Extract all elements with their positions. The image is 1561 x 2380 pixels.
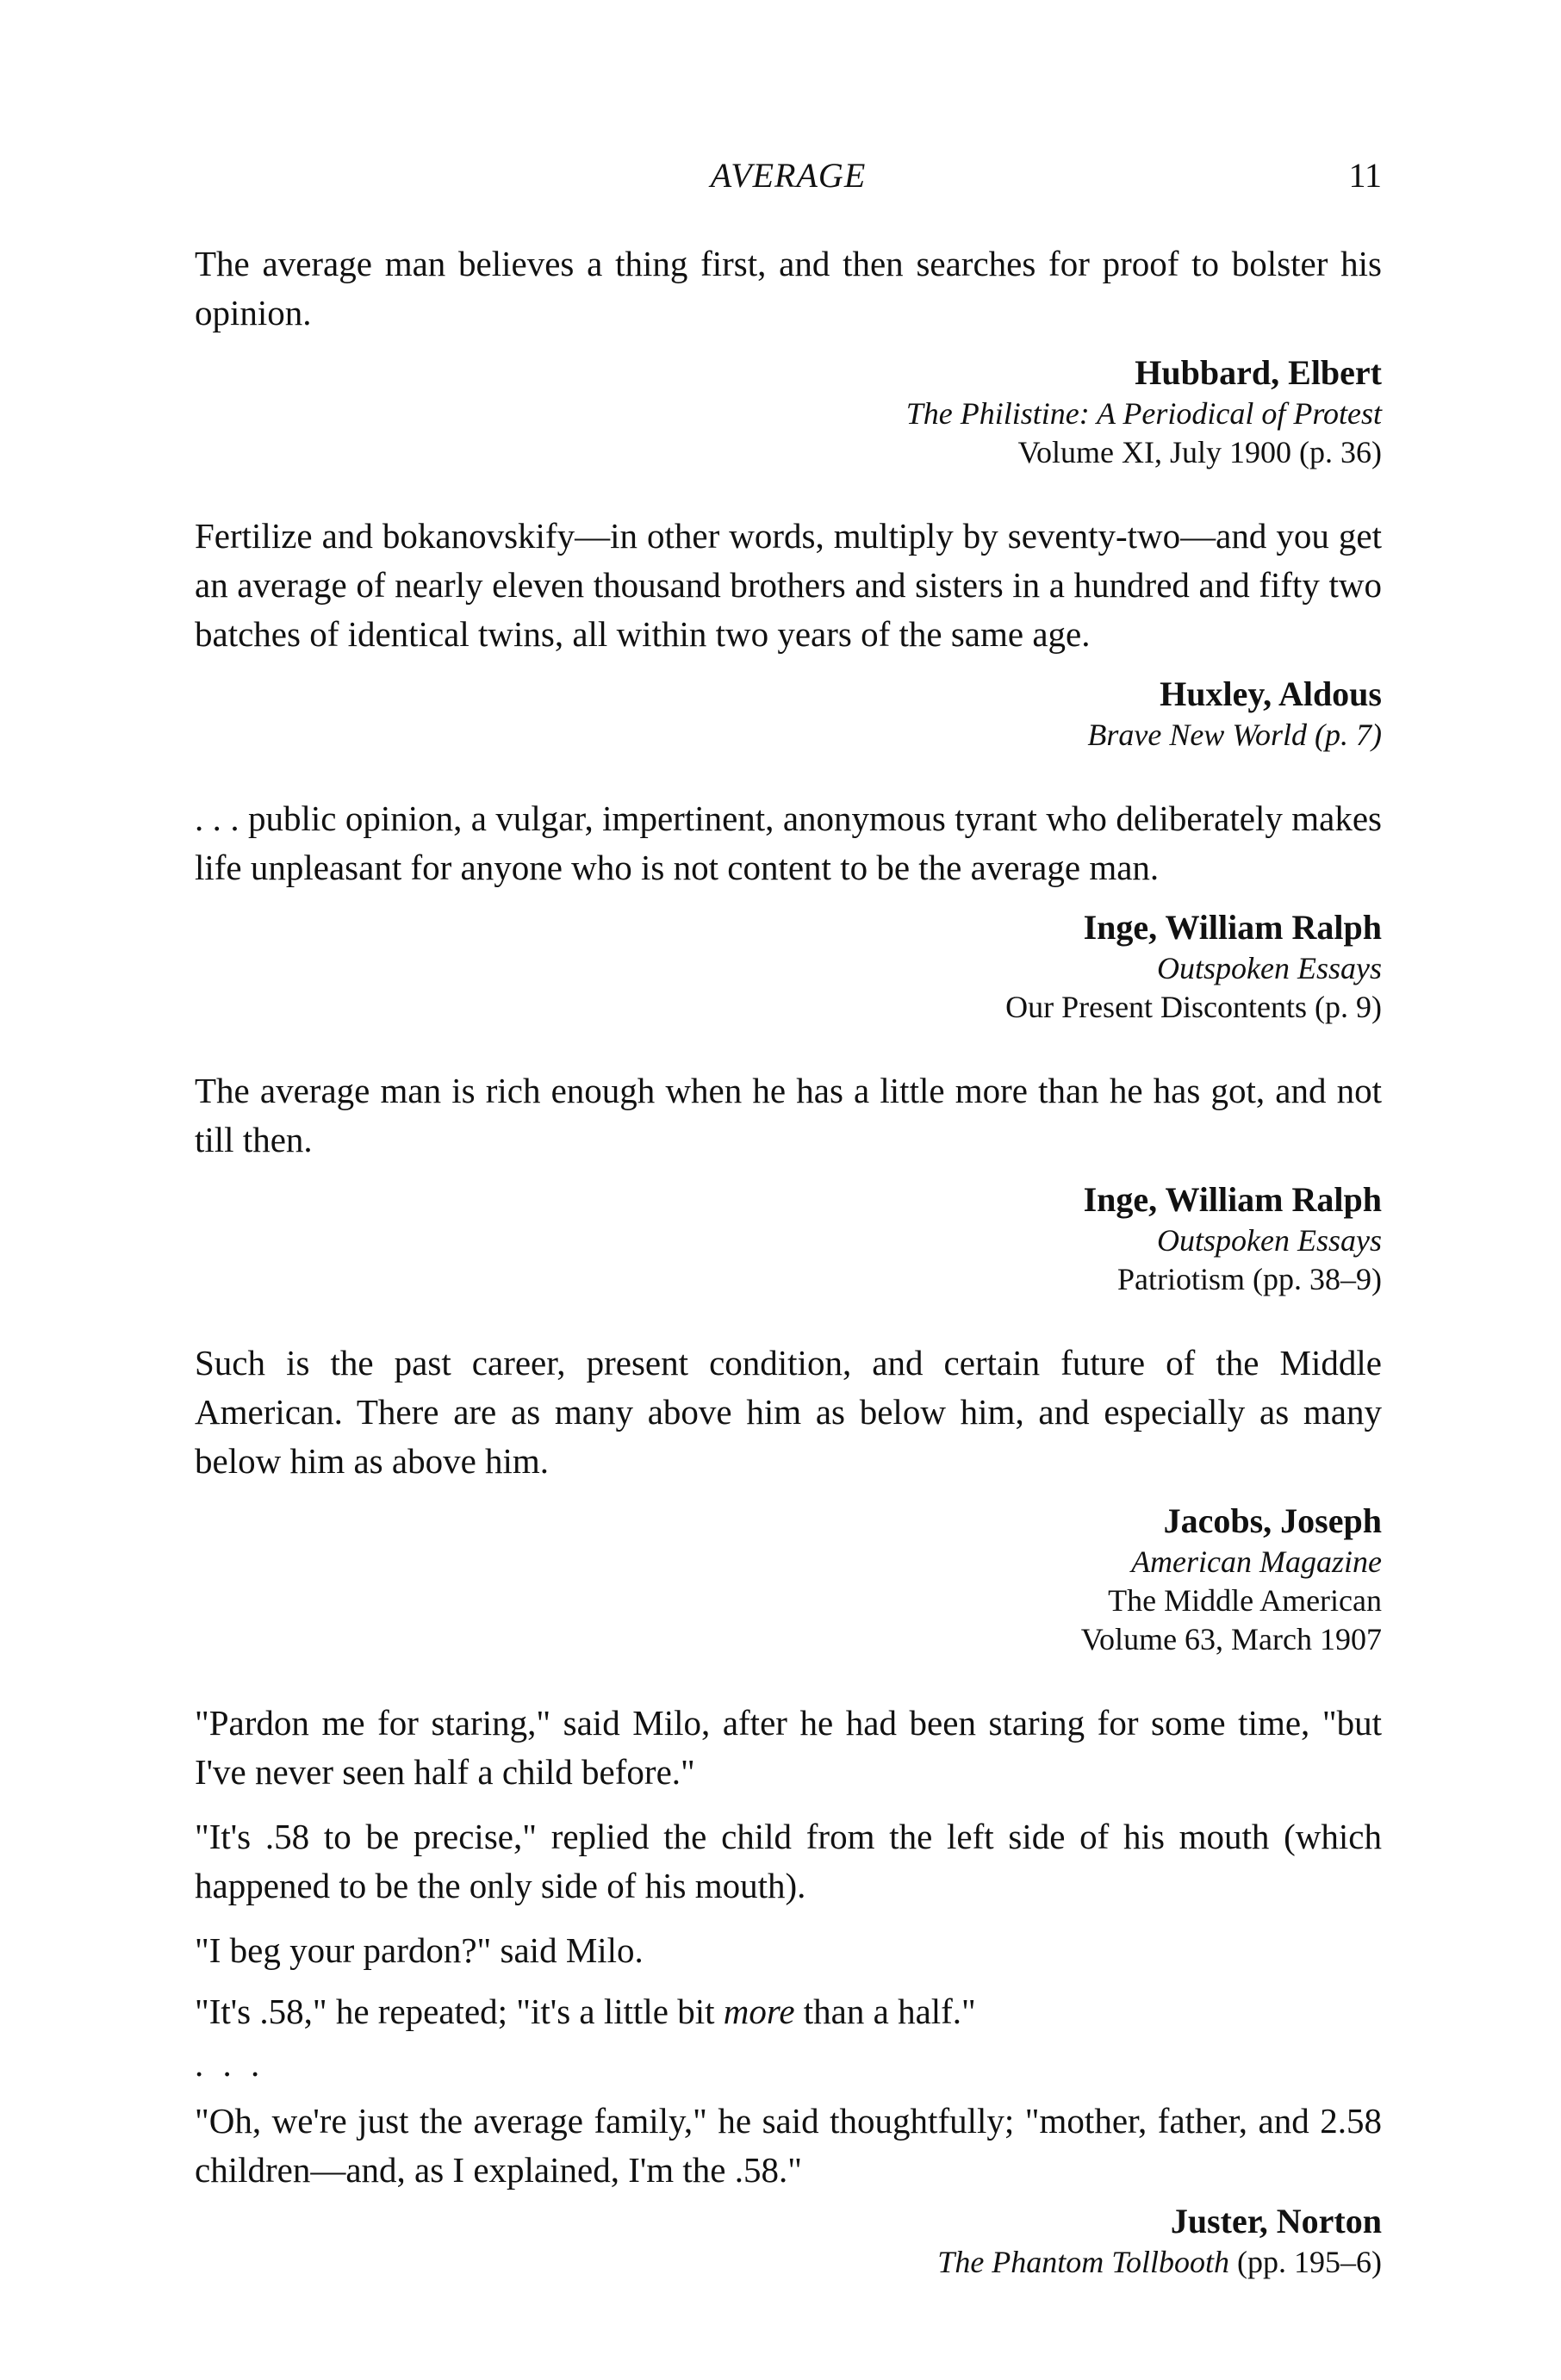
citation: [195, 906, 1382, 1027]
dialog-paragraph: "It's .58 to be precise," replied the child from the left side of his mouth (which happened to be the only side of his mouth).: [195, 1817, 1382, 1905]
dialog-text: "It's .58," he repeated; "it's a little bit: [195, 1992, 724, 2031]
source-title: Outspoken Essays: [1157, 1223, 1382, 1258]
source-title: Brave New World (p. 7): [1087, 718, 1382, 752]
source-volume: Volume 63, March 1907: [1080, 1622, 1382, 1656]
source-detail: The Middle American: [1108, 1583, 1382, 1618]
citation: [195, 351, 1382, 472]
author-name: Inge, William Ralph: [1083, 908, 1382, 947]
running-head: [195, 155, 1382, 207]
quote-text: The average man believes a thing first, and then searches for proof to bolster his opinion.: [195, 244, 1382, 332]
source-detail: Patriotism (pp. 38–9): [1117, 1262, 1382, 1296]
chapter-title: AVERAGE: [710, 156, 867, 195]
source-book-title: The Phantom Tollbooth: [937, 2245, 1230, 2279]
source-detail: Our Present Discontents (p. 9): [1005, 990, 1382, 1024]
dialog-paragraph: "I beg your pardon?" said Milo.: [195, 1930, 644, 1970]
ellipsis: . . .: [195, 2044, 265, 2084]
citation: [195, 2200, 1382, 2282]
quote-text: Fertilize and bokanovskify—in other words, multiply by seventy-two—and you get an average of nearly eleven thousand brothers and sisters in a hundred and fifty two batches of identical twins, all within two years of the same age.: [195, 516, 1382, 654]
source-pages: (pp. 195–6): [1229, 2245, 1382, 2279]
quotation-entry: [195, 1066, 1382, 1299]
source-detail: Volume XI, July 1900 (p. 36): [1017, 435, 1382, 469]
author-name: Hubbard, Elbert: [1135, 353, 1382, 392]
quotation-entry: [195, 1339, 1382, 1659]
dialog-text: than a half.": [794, 1992, 976, 2031]
source-title: American Magazine: [1131, 1544, 1382, 1579]
author-name: Juster, Norton: [1170, 2202, 1382, 2240]
citation: [195, 1500, 1382, 1659]
source-title: The Philistine: A Periodical of Protest: [905, 396, 1382, 431]
author-name: Huxley, Aldous: [1160, 674, 1382, 713]
quote-text: . . . public opinion, a vulgar, impertinent, anonymous tyrant who deliberately makes life unpleasant for anyone who is not content to be the average man.: [195, 799, 1382, 887]
author-name: Jacobs, Joseph: [1163, 1501, 1382, 1540]
quotation-entry: [195, 794, 1382, 1027]
dialog-paragraph: "Oh, we're just the average family," he said thoughtfully; "mother, father, and 2.58 children—and, as I explained, I'm the .58.": [195, 2101, 1382, 2190]
author-name: Inge, William Ralph: [1083, 1180, 1382, 1219]
quotation-entry: [195, 239, 1382, 472]
source-title: [195, 2243, 1382, 2282]
dialog-paragraph: [195, 1987, 1382, 2036]
citation: [195, 1178, 1382, 1299]
quotation-entry: [195, 512, 1382, 755]
quote-text: The average man is rich enough when he has a little more than he has got, and not till then.: [195, 1071, 1382, 1159]
citation: [195, 673, 1382, 755]
dialog-quotation: [195, 1699, 1382, 2282]
dialog-paragraph: "Pardon me for staring," said Milo, after he had been staring for some time, "but I've never seen half a child before.": [195, 1703, 1382, 1792]
page-number: 11: [1348, 156, 1382, 195]
quote-text: Such is the past career, present condition, and certain future of the Middle American. There are as many above him as below him, and especially as many below him as above him.: [195, 1343, 1382, 1481]
source-title: Outspoken Essays: [1157, 951, 1382, 985]
dialog-emphasis: more: [723, 1992, 795, 2031]
quotations: [195, 239, 1382, 2321]
